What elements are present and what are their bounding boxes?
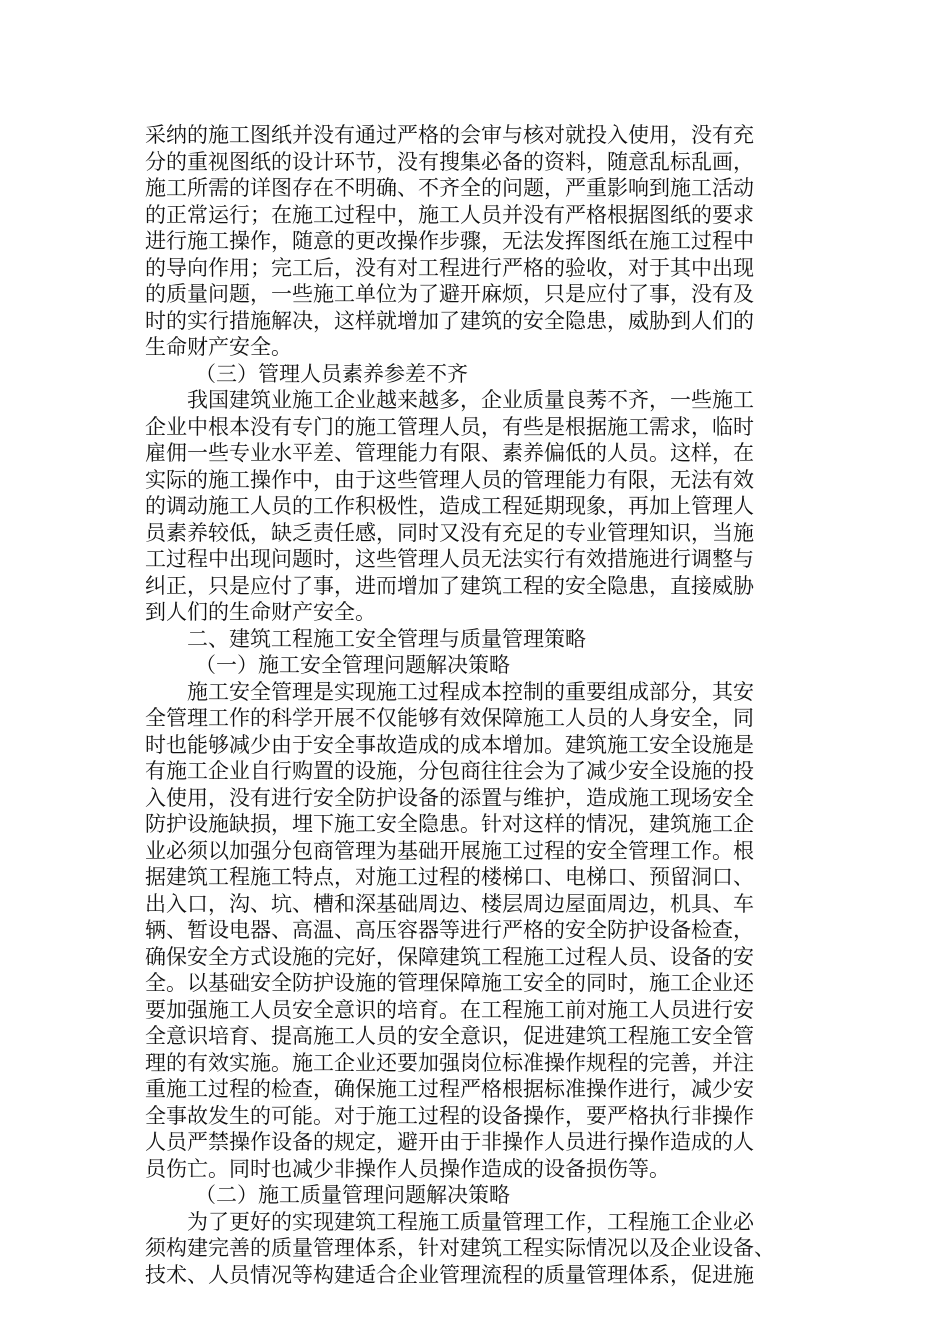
text-line: 纠正，只是应付了事，进而增加了建筑工程的安全隐患，直接威胁: [145, 573, 754, 598]
text-line: 出入口，沟、坑、槽和深基础周边、楼层周边屋面周边，机具、车: [145, 891, 754, 916]
text-line: 企业中根本没有专门的施工管理人员，有些是根据施工需求，临时: [145, 414, 754, 439]
text-line: 采纳的施工图纸并没有通过严格的会审与核对就投入使用，没有充: [145, 123, 754, 147]
text-line: 生命财产安全。: [145, 335, 292, 359]
text-line: 重施工过程的检查，确保施工过程严格根据标准操作进行，减少安: [145, 1077, 754, 1101]
section-heading: 二、建筑工程施工安全管理与质量管理策略: [187, 626, 586, 651]
text-line: 时也能够减少由于安全事故造成的成本增加。建筑施工安全设施是: [145, 732, 754, 757]
text-line: 的正常运行；在施工过程中，施工人员并没有严格根据图纸的要求: [145, 202, 754, 227]
text-line: 时的实行措施解决，这样就增加了建筑的安全隐患，威胁到人们的: [145, 308, 754, 333]
paragraph-first-line: 施工安全管理是实现施工过程成本控制的重要组成部分，其安: [187, 679, 754, 704]
text-line: 人员严禁操作设备的规定，避开由于非操作人员进行操作造成的人: [145, 1130, 754, 1154]
text-line: 的导向作用；完工后，没有对工程进行严格的验收，对于其中出现: [145, 255, 754, 280]
text-line: 员素养较低，缺乏责任感，同时又没有充足的专业管理知识，当施: [145, 520, 754, 545]
text-line: 防护设施缺损，埋下施工安全隐患。针对这样的情况，建筑施工企: [145, 812, 754, 836]
text-line: 理的有效实施。施工企业还要加强岗位标准操作规程的完善，并注: [145, 1050, 754, 1075]
text-line: 全。以基础安全防护设施的管理保障施工安全的同时，施工企业还: [145, 971, 754, 995]
subsection-heading: （三）管理人员素养参差不齐: [195, 361, 468, 386]
text-line: 全管理工作的科学开展不仅能够有效保障施工人员的人身安全，同: [145, 706, 754, 730]
text-line: 业必须以加强分包商管理为基础开展施工过程的安全管理工作。根: [145, 838, 754, 863]
paragraph-first-line: 我国建筑业施工企业越来越多，企业质量良莠不齐，一些施工: [187, 388, 754, 412]
paragraph-first-line: 为了更好的实现建筑工程施工质量管理工作，工程施工企业必: [187, 1209, 754, 1234]
subsection-heading: （一）施工安全管理问题解决策略: [195, 653, 510, 677]
text-line: 的调动施工人员的工作积极性，造成工程延期现象，再加上管理人: [145, 494, 754, 518]
text-line: 须构建完善的质量管理体系，针对建筑工程实际情况以及企业设备、: [145, 1236, 775, 1260]
text-line: 进行施工操作，随意的更改操作步骤，无法发挥图纸在施工过程中: [145, 229, 754, 253]
text-line: 到人们的生命财产安全。: [145, 600, 376, 624]
text-line: 的质量问题，一些施工单位为了避开麻烦，只是应付了事，没有及: [145, 282, 754, 306]
text-line: 技术、人员情况等构建适合企业管理流程的质量管理体系，促进施: [145, 1262, 754, 1287]
text-line: 要加强施工人员安全意识的培育。在工程施工前对施工人员进行安: [145, 997, 754, 1022]
text-line: 据建筑工程施工特点，对施工过程的楼梯口、电梯口、预留洞口、: [145, 865, 754, 889]
text-line: 确保安全方式设施的完好，保障建筑工程施工过程人员、设备的安: [145, 944, 754, 969]
text-line: 全事故发生的可能。对于施工过程的设备操作，要严格执行非操作: [145, 1103, 754, 1128]
subsection-heading: （二）施工质量管理问题解决策略: [195, 1183, 510, 1207]
document-body: [145, 122, 805, 1288]
text-line: 分的重视图纸的设计环节，没有搜集必备的资料，随意乱标乱画，: [145, 149, 754, 174]
text-line: 辆、暂设电器、高温、高压容器等进行严格的安全防护设备检查，: [145, 918, 754, 942]
text-line: 实际的施工操作中，由于这些管理人员的管理能力有限，无法有效: [145, 467, 754, 492]
text-line: 全意识培育、提高施工人员的安全意识，促进建筑工程施工安全管: [145, 1024, 754, 1048]
text-line: 工过程中出现问题时，这些管理人员无法实行有效措施进行调整与: [145, 547, 754, 571]
text-line: 施工所需的详图存在不明确、不齐全的问题，严重影响到施工活动: [145, 176, 754, 200]
text-line: 有施工企业自行购置的设施，分包商往往会为了减少安全设施的投: [145, 759, 754, 783]
text-line: 员伤亡。同时也减少非操作人员操作造成的设备损伤等。: [145, 1156, 670, 1181]
text-line: 入使用，没有进行安全防护设备的添置与维护，造成施工现场安全: [145, 785, 754, 810]
text-line: 雇佣一些专业水平差、管理能力有限、素养偏低的人员。这样，在: [145, 441, 754, 465]
